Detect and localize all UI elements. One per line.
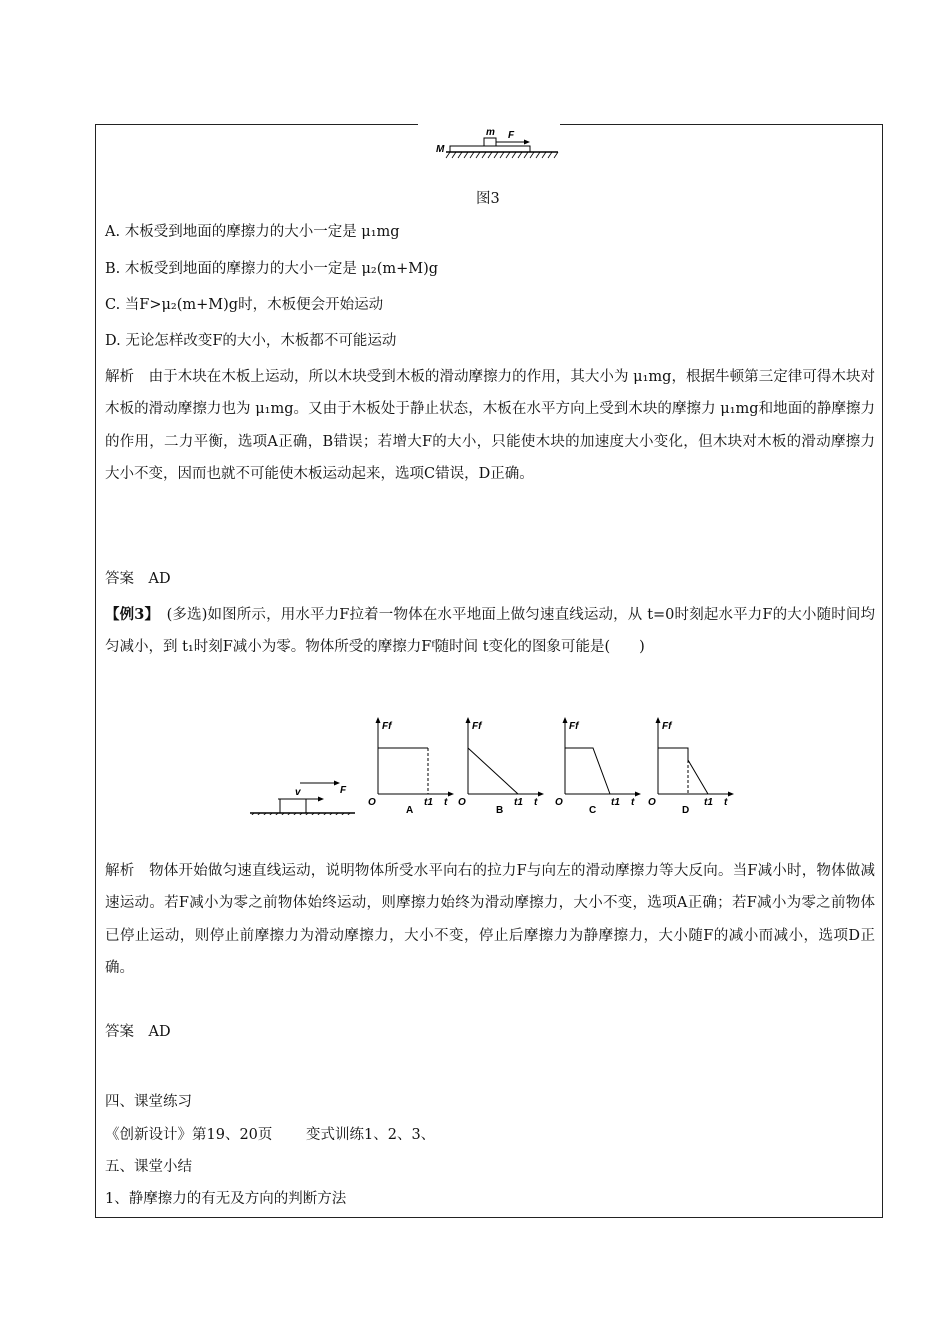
graph-c-t1: t1 <box>611 797 620 808</box>
graph-c-name: C <box>589 805 597 815</box>
analysis-2-text: 物体开始做匀速直线运动，说明物体所受水平向右的拉力F与向左的滑动摩擦力等大反向。当F减小时，物体做减速运动。若F减小为零之前物体始终运动，则摩擦力始终为滑动摩擦力，大小不变，选项A正确；若F减小为零之前物体已停止运动，则停止前摩擦力为滑动摩擦力，大小不变，停止后摩擦力为静摩擦力，大小随F的减小而减小，选项D正确。 <box>105 863 876 977</box>
option-d: D. 无论怎样改变F的大小，木板都不可能运动 <box>105 333 397 349</box>
graph-c-origin: O <box>555 797 563 808</box>
graph-c <box>555 715 645 815</box>
label-v: v <box>295 787 301 798</box>
label-M: M <box>436 144 445 155</box>
graph-d-origin: O <box>648 797 656 808</box>
analysis-1-label: 解析 <box>105 369 135 385</box>
graph-a-name: A <box>406 805 414 815</box>
answer-1: 答案 AD <box>105 571 171 587</box>
graph-d-xlabel: t <box>724 797 728 808</box>
analysis-2 <box>105 855 875 985</box>
graph-b-ylabel: Ff <box>472 721 482 732</box>
figure-3-caption: 图3 <box>476 191 500 207</box>
option-b: B. 木板受到地面的摩擦力的大小一定是 μ₂(m+M)g <box>105 261 439 277</box>
example-3-label: 【例3】 <box>105 606 152 623</box>
graph-a-xlabel: t <box>444 797 448 808</box>
section-4-heading: 四、课堂练习 <box>105 1094 192 1110</box>
graph-a-t1: t1 <box>424 797 433 808</box>
content-frame <box>95 124 883 1218</box>
graph-c-xlabel: t <box>631 797 635 808</box>
graph-d-name: D <box>682 805 690 815</box>
graph-b-origin: O <box>458 797 466 808</box>
graph-b <box>458 715 548 815</box>
graph-d <box>648 715 738 815</box>
graph-b-t1: t1 <box>514 797 523 808</box>
section-5-heading: 五、课堂小结 <box>105 1159 192 1175</box>
example-3-text: (多选)如图所示，用水平力F拉着一物体在水平地面上做匀速直线运动，从 t=0时刻起水平力F的大小随时间均匀减小，到 t₁时刻F减小为零。物体所受的摩擦力Fᶠ随时间 t变化的图象可能是( ) <box>105 607 876 656</box>
summary-item-1: 1、静摩擦力的有无及方向的判断方法 <box>105 1191 347 1207</box>
answer-2: 答案 AD <box>105 1024 171 1040</box>
option-c: C. 当F>μ₂(m+M)g时，木板便会开始运动 <box>105 297 384 313</box>
graph-d-ylabel: Ff <box>662 721 672 732</box>
label-F-block: F <box>340 785 347 796</box>
analysis-1-text: 由于木块在木板上运动，所以木块受到木板的滑动摩擦力的作用，其大小为 μ₁mg，根据牛顿第三定律可得木块对木板的滑动摩擦力也为 μ₁mg。又由于木板处于静止状态，木板在水平方向上受到木块的摩擦力 μ₁mg和地面的静摩擦力的作用，二力平衡，选项A正确，B错误；若增大F的大小，只能使木块的加速度大小变化，但木块对木板的滑动摩擦力大小不变，因而也就不可能使木板运动起来，选项C错误，D正确。 <box>105 369 876 483</box>
label-F: F <box>508 130 515 141</box>
label-m: m <box>486 127 495 138</box>
graph-b-name: B <box>496 805 504 815</box>
graph-a-ylabel: Ff <box>382 721 392 732</box>
graph-a-origin: O <box>368 797 376 808</box>
example-3 <box>105 599 875 664</box>
figure-3-board-block <box>424 124 564 164</box>
practice-reference: 《创新设计》第19、20页 变式训练1、2、3、 <box>105 1127 436 1143</box>
graph-d-t1: t1 <box>704 797 713 808</box>
graph-a <box>368 715 458 815</box>
analysis-2-label: 解析 <box>105 863 135 879</box>
block-diagram <box>250 715 360 815</box>
option-a: A. 木板受到地面的摩擦力的大小一定是 μ₁mg <box>105 224 400 240</box>
graph-b-xlabel: t <box>534 797 538 808</box>
graph-c-ylabel: Ff <box>569 721 579 732</box>
analysis-1 <box>105 361 875 491</box>
